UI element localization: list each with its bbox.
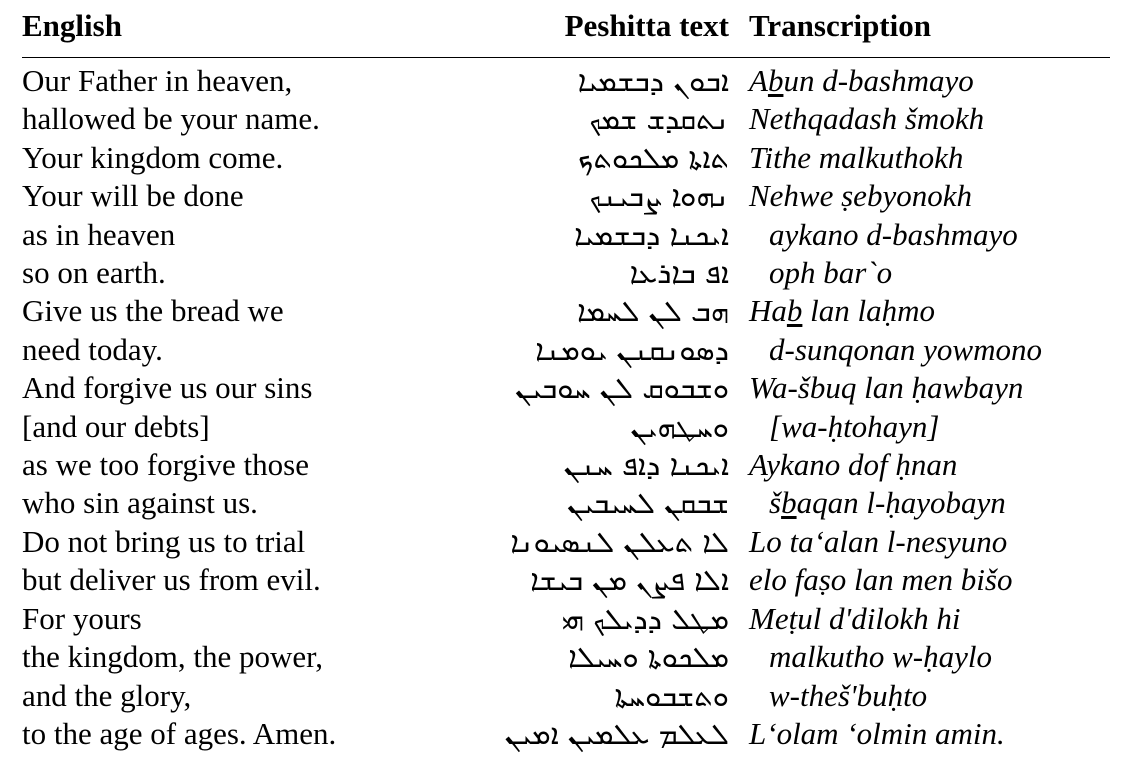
header-peshitta: Peshitta text xyxy=(402,6,749,58)
english-cell: [and our debts] xyxy=(22,408,210,444)
table-row xyxy=(22,177,1110,215)
table-row xyxy=(22,484,1110,522)
header-english: English xyxy=(22,6,402,58)
peshitta-cell: ܗܒ ܠܢ ܠܚܡܐ xyxy=(577,294,729,329)
table-body xyxy=(22,58,1110,754)
english-cell: and the glory, xyxy=(22,677,192,713)
english-cell: For yours xyxy=(22,600,142,636)
transcription-segment: lan laḥmo xyxy=(802,293,936,329)
peshitta-cell: ܠܐ ܬܥܠܢ ܠܢܣܝܘܢܐ xyxy=(510,524,729,559)
table-row xyxy=(22,561,1110,599)
peshitta-cell: ܢܬܩܕܫ ܫܡܟ xyxy=(589,102,729,137)
english-cell: Your kingdom come. xyxy=(22,139,284,175)
table-header-row xyxy=(22,6,1110,58)
peshitta-cell: ܐܝܟܢܐ ܕܐܦ ܚܢܢ xyxy=(563,448,729,483)
underlined-letter: b xyxy=(786,293,803,329)
table-row xyxy=(22,408,1110,446)
transcription-cell: malkutho w-ḥaylo xyxy=(769,639,992,675)
transcription-cell: elo faṣo lan men bišo xyxy=(749,562,1013,598)
table-row xyxy=(22,100,1110,138)
transcription-cell: Tithe malkuthokh xyxy=(749,139,964,175)
transcription-cell: L‘olam ‘olmin amin. xyxy=(749,715,1005,751)
peshitta-cell: ܠܥܠܡ ܥܠܡܝܢ ܐܡܝܢ xyxy=(504,716,729,751)
table-row xyxy=(22,331,1110,369)
english-cell: Our Father in heaven, xyxy=(22,63,293,98)
header-transcription: Transcription xyxy=(749,6,1110,58)
peshitta-cell: ܘܬܫܒܘܚܬܐ xyxy=(614,678,729,713)
peshitta-cell: ܡܠܟܘܬܐ ܘܚܝܠܐ xyxy=(568,640,729,675)
english-cell: but deliver us from evil. xyxy=(22,562,321,598)
transcription-cell: oph bar`o xyxy=(769,255,893,291)
transcription-cell xyxy=(749,484,1110,522)
table-row xyxy=(22,600,1110,638)
peshitta-cell: ܡܛܠ ܕܕܝܠܟ ܗܝ xyxy=(561,601,729,636)
english-cell: need today. xyxy=(22,331,163,367)
table-row xyxy=(22,523,1110,561)
transcription-cell: aykano d-bashmayo xyxy=(769,216,1018,252)
table-row xyxy=(22,446,1110,484)
table-row xyxy=(22,58,1110,101)
english-cell: And forgive us our sins xyxy=(22,370,313,406)
table-row xyxy=(22,715,1110,753)
peshitta-cell: ܬܐܬܐ ܡܠܟܘܬܟ xyxy=(577,140,729,175)
transcription-cell: Wa-šbuq lan ḥawbayn xyxy=(749,370,1024,406)
english-cell: Your will be done xyxy=(22,178,244,214)
transcription-segment: Ha xyxy=(749,293,787,329)
transcription-segment: un d-bashmayo xyxy=(783,63,974,98)
underlined-letter: b xyxy=(767,63,784,98)
table-row xyxy=(22,139,1110,177)
english-cell: so on earth. xyxy=(22,255,166,291)
table-row xyxy=(22,677,1110,715)
prayer-table xyxy=(22,6,1110,753)
peshitta-cell: ܐܒܘܢ ܕܒܫܡܝܐ xyxy=(577,64,729,98)
peshitta-cell: ܘܚܛܗܝܢ xyxy=(630,409,729,444)
transcription-segment: A xyxy=(749,63,768,98)
transcription-cell xyxy=(749,58,1110,101)
table-row xyxy=(22,216,1110,254)
english-cell: as we too forgive those xyxy=(22,447,309,483)
peshitta-cell: ܕܣܘܢܩܢܢ ܝܘܡܢܐ xyxy=(535,332,729,367)
peshitta-cell: ܫܒܩܢ ܠܚܝܒܝܢ xyxy=(567,486,729,521)
table-row xyxy=(22,638,1110,676)
transcription-cell: Nehwe ṣebyonokh xyxy=(749,178,972,214)
peshitta-cell: ܘܫܒܘܩ ܠܢ ܚܘܒܝܢ xyxy=(515,371,729,406)
english-cell: to the age of ages. Amen. xyxy=(22,715,337,751)
peshitta-cell: ܐܝܟܢܐ ܕܒܫܡܝܐ xyxy=(574,217,729,252)
table-row xyxy=(22,254,1110,292)
transcription-cell: [wa-ḥtohayn] xyxy=(769,408,940,444)
english-cell: the kingdom, the power, xyxy=(22,639,323,675)
transcription-cell: Nethqadash šmokh xyxy=(749,101,985,137)
transcription-cell xyxy=(749,292,1110,330)
english-cell: who sin against us. xyxy=(22,485,258,521)
transcription-cell: w-theš'buḥto xyxy=(769,677,928,713)
transcription-cell: Meṭul d'dilokh hi xyxy=(749,600,961,636)
english-cell: Give us the bread we xyxy=(22,293,284,329)
table-row xyxy=(22,369,1110,407)
peshitta-cell: ܢܗܘܐ ܨܒܝܢܟ xyxy=(589,179,729,214)
english-cell: Do not bring us to trial xyxy=(22,523,306,559)
transcription-segment: aqan l-ḥayobayn xyxy=(796,485,1006,521)
english-cell: as in heaven xyxy=(22,216,176,252)
transcription-segment: š xyxy=(769,485,782,521)
transcription-cell: Lo ta‘alan l-nesyuno xyxy=(749,523,1008,559)
table-row xyxy=(22,292,1110,330)
peshitta-cell: ܐܦ ܒܐܪܥܐ xyxy=(629,256,729,291)
underlined-letter: b xyxy=(781,485,797,521)
transcription-cell: Aykano dof ḥnan xyxy=(749,447,958,483)
transcription-cell: d-sunqonan yowmono xyxy=(769,331,1042,367)
peshitta-cell: ܐܠܐ ܦܨܢ ܡܢ ܒܝܫܐ xyxy=(530,563,729,598)
english-cell: hallowed be your name. xyxy=(22,101,320,137)
